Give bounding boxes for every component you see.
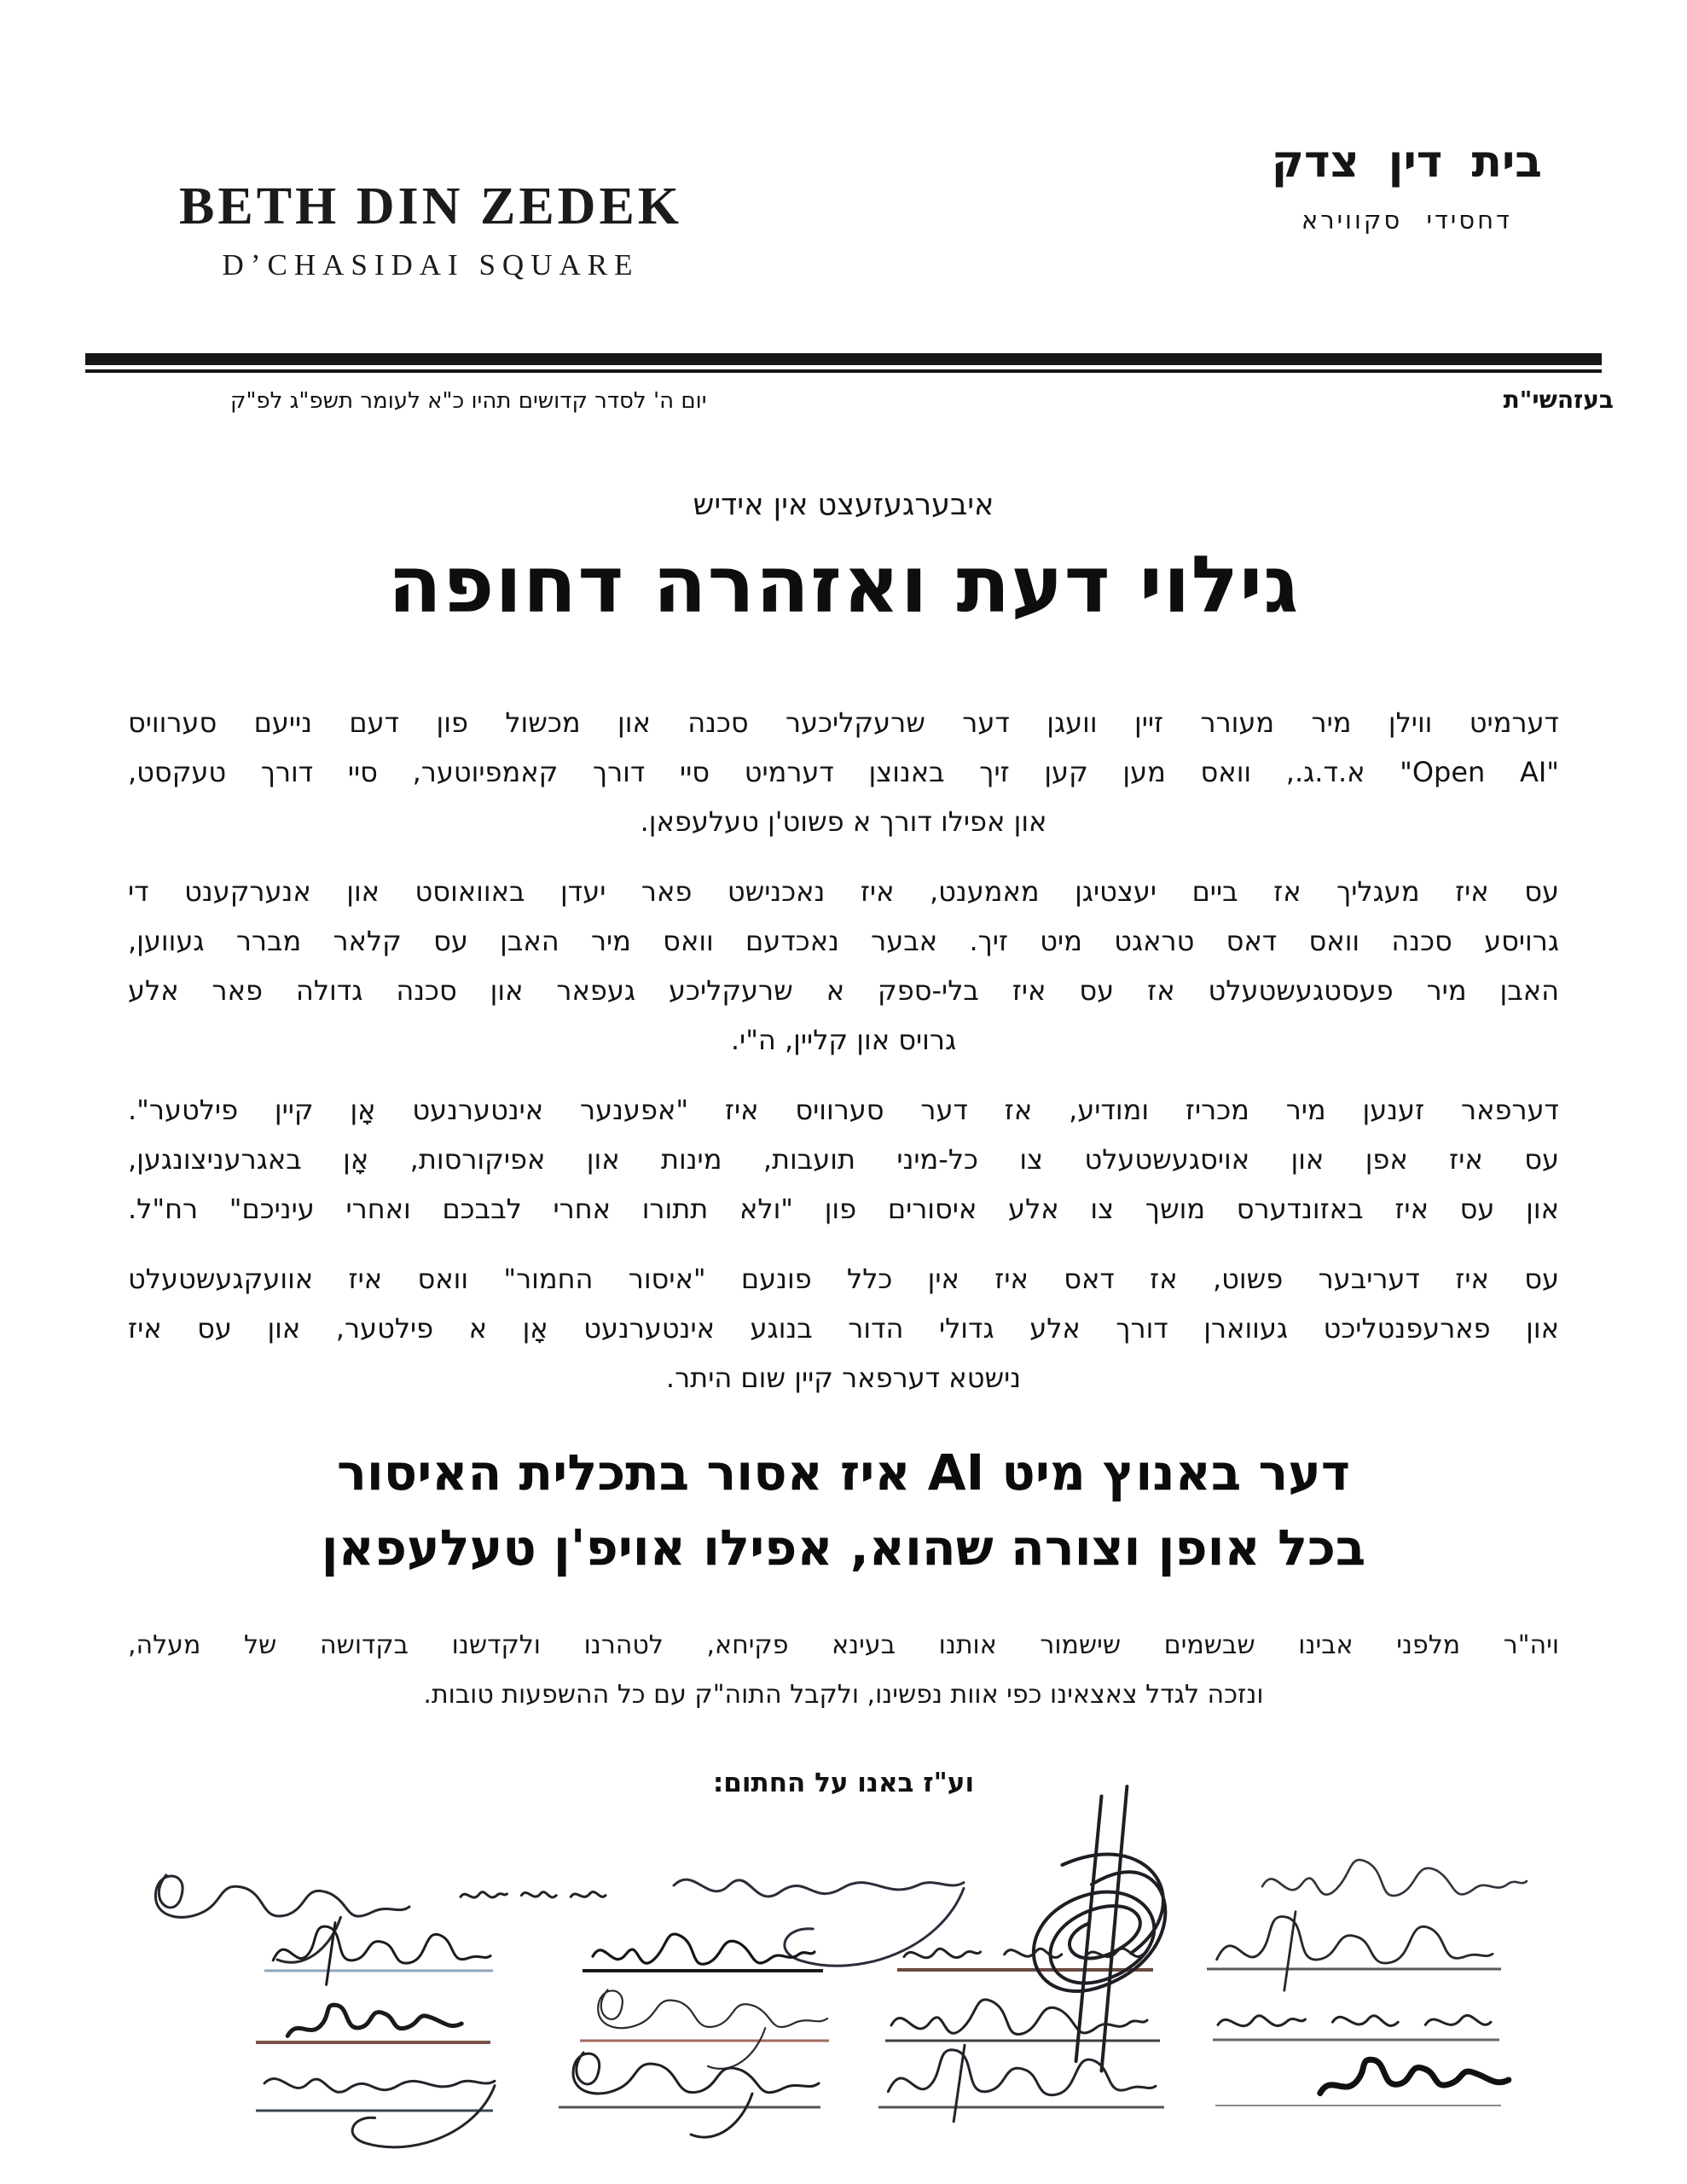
- paragraph-line: האבן מיר פעסטגעשטעלט אז עס איז בלי-ספק א שרעקליכע געפאר און סכנה גדולה פאר אלע: [128, 974, 1559, 1007]
- signature: [1034, 1786, 1165, 2071]
- body-text: [128, 698, 1559, 1423]
- page-title: גילוי דעת ואזהרה דחופה: [387, 539, 1300, 630]
- signature: [573, 2053, 819, 2137]
- paragraph-line: און פארעפנטליכט געווארן דורך אלע גדולי הדור בנוגע אינטערנעט אָן א פילטער, און עס איז: [128, 1312, 1559, 1345]
- paragraph-line: עס איז מעגליך אז ביים יעצטיגן מאמענט, איז נאכנישט פאר יעדן באוואוסט און אנערקענט די: [128, 875, 1559, 908]
- signatures-canvas: [0, 1809, 1687, 2184]
- signature: [1217, 1912, 1493, 1990]
- org-name-english: [179, 179, 682, 282]
- paragraph-line: דערמיט ווילן מיר מעורר זיין וועגן דער שרעקליכער סכנה און מכשול פון דעם נייעם סערוויס: [128, 706, 1559, 739]
- paragraph: [128, 1621, 1559, 1720]
- org-name-hebrew-line1: בית דין צדק: [1271, 136, 1542, 188]
- ruling-line2: בכל אופן וצורה שהוא, אפילו אויפ'ן טעלעפאן: [321, 1519, 1366, 1577]
- paragraph: [128, 867, 1559, 1065]
- org-name-english-line1: BETH DIN ZEDEK: [179, 177, 683, 235]
- signature: [1218, 2015, 1491, 2025]
- signature: [273, 1923, 490, 1985]
- paragraph-line: ונזכה לגדל צאצאינו כפי אוות נפשינו, ולקבל התוה"ק עם כל ההשפעות טובות.: [423, 1680, 1264, 1710]
- paragraph-line: דערפאר זענען מיר מכריז ומודיע, אז דער סערוויס איז "אפענער אינטערנעט אָן קיין פילטער".: [128, 1094, 1559, 1126]
- signature: [287, 2005, 461, 2036]
- signature: [264, 2079, 495, 2147]
- org-name-english-line2: D’CHASIDAI SQUARE: [222, 248, 640, 282]
- signature: [1320, 2059, 1509, 2093]
- signature: [461, 1892, 606, 1898]
- paragraph-line: און אפילו דורך א פשוט'ן טעלעפאן.: [640, 805, 1047, 838]
- paragraph-line: ויה"ר מלפני אבינו שבשמים שישמור אותנו בעינא פקיחא, לטהרנו ולקדשנו בקדושה של מעלה,: [128, 1630, 1559, 1660]
- closing-line: וע"ז באנו על החתום:: [712, 1768, 975, 1798]
- divider-thin-line: [85, 369, 1602, 373]
- letterhead: [85, 128, 1602, 341]
- paragraph-line: און עס איז באזונדערס מושך צו אלע איסורים פון "ולא תתורו אחרי לבבכם ואחרי עיניכם" רח"ל.: [128, 1193, 1559, 1225]
- org-name-hebrew: [1272, 138, 1542, 235]
- paragraph-line: גרויס און קליין, ה"י.: [730, 1024, 957, 1056]
- prayer-text: [128, 1621, 1559, 1740]
- paragraph: [128, 698, 1559, 846]
- divider-thick-line: [85, 353, 1602, 365]
- hebrew-date: יום ה' לסדר קדושים תהיו כ"א לעומר תשפ"ג לפ"ק: [230, 388, 707, 414]
- subtitle: איבערגעזעצט אין אידיש: [693, 488, 994, 522]
- paragraph: [128, 1085, 1559, 1234]
- paragraph-line: גרויסע סכנה וואס דאס טראגט מיט זיך. אבער נאכדעם וואס מיר האבן עס קלאר מברר געווען,: [128, 925, 1559, 957]
- signature: [674, 1879, 964, 1966]
- paragraph: [128, 1254, 1559, 1403]
- signature: [1262, 1860, 1527, 1896]
- signature: [593, 1934, 815, 1964]
- dateline: [85, 386, 1614, 414]
- ruling-statement: [0, 1435, 1687, 1585]
- signature: [888, 2045, 1156, 2122]
- paragraph-line: "Open AI" א.ד.ג., וואס מען קען זיך באנוצן דערמיט סיי דורך קאמפיוטער, סיי דורך טעקסט,: [128, 756, 1560, 788]
- signatures-block: [0, 1809, 1687, 2184]
- org-name-hebrew-line2: דחסידי סקווירא: [1301, 206, 1512, 235]
- paragraph-line: נישטא דערפאר קיין שום היתר.: [665, 1362, 1022, 1394]
- paragraph-line: עס איז דעריבער פשוט, אז דאס איז אין כלל פונעם "איסור החמור" וואס איז אוועקגעשטעלט: [128, 1263, 1559, 1295]
- signature: [598, 1989, 827, 2069]
- paragraph-line: עס איז אפן און אויסגעשטעלט צו כל-מיני תועבות, מינות און אפיקורסות, אָן באגרעניצונגען,: [128, 1143, 1559, 1176]
- blessing-text: בעזהשי"ת: [1503, 386, 1614, 414]
- ruling-line1: דער באנוץ מיט AI איז אסור בתכלית האיסור: [336, 1443, 1351, 1502]
- header-divider: [85, 353, 1602, 373]
